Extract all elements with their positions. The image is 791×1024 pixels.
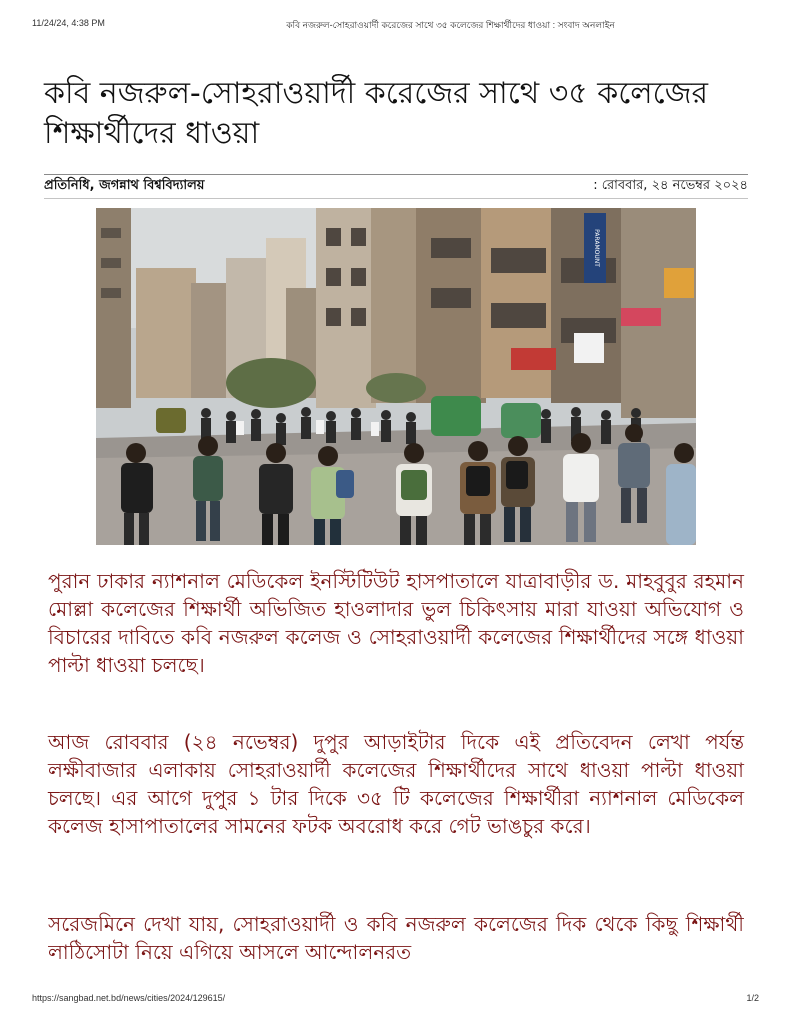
article-paragraph-2: আজ রোববার (২৪ নভেম্বর) দুপুর আড়াইটার দিকে এই প্রতিবেদন লেখা পর্যন্ত লক্ষীবাজার এলাকায় সোহরাওয়ার্দী কলেজের শিক্ষার্থীদের সাথে ধাওয়া পাল্টা ধাওয়া চলছে। এর আগে দুপুর ১ টার দিকে ৩৫ টি কলেজের শিক্ষার্থীরা ন্যাশনাল মেডিকেল কলেজ হাসাপাতালের সামনের ফটক অবরোধ করে গেট ভাঙচুর করে।	[48, 730, 744, 838]
article-paragraph-3: সরেজমিনে দেখা যায়, সোহরাওয়ার্দী ও কবি নজরুল কলেজের দিক থেকে কিছু শিক্ষার্থী লাঠিসোটা নিয়ে এগিয়ে আসলে আন্দোলনরত	[48, 912, 744, 964]
article-headline: কবি নজরুল-সোহরাওয়ার্দী করেজের সাথে ৩৫ কলেজের শিক্ষার্থীদের ধাওয়া	[44, 76, 709, 151]
street-crowd-illustration	[96, 208, 696, 545]
paramount-sign: PARAMOUNT	[593, 229, 600, 267]
byline	[44, 177, 748, 195]
print-datetime: 11/24/24, 4:38 PM	[32, 18, 105, 28]
print-header	[32, 18, 759, 32]
byline-divider-top	[44, 174, 748, 175]
article-photo	[96, 208, 696, 545]
byline-divider-bottom	[44, 198, 748, 199]
print-page-title: কবি নজরুল-সোহরাওয়ার্দী করেজের সাথে ৩৫ কলেজের শিক্ষার্থীদের ধাওয়া : সংবাদ অনলাইন	[286, 20, 615, 30]
article-paragraph-1: পুরান ঢাকার ন্যাশনাল মেডিকেল ইনস্টিটিউট হাসপাতালে যাত্রাবাড়ীর ড. মাহবুবুর রহমান মোল্লা কলেজের শিক্ষার্থী অভিজিত হাওলাদার ভুল চিকিৎসায় মারা যাওয়া অভিযোগ ও বিচারের দাবিতে কবি নজরুল কলেজ ও সোহরাওয়ার্দী কলেজের শিক্ষার্থীদের সঙ্গে ধাওয়া পাল্টা ধাওয়া চলছে।	[48, 569, 744, 677]
article-date: : রোববার, ২৪ নভেম্বর ২০২৪	[593, 178, 748, 193]
article-author: প্রতিনিধি, জগন্নাথ বিশ্ববিদ্যালয়	[44, 178, 205, 193]
page-number: 1/2	[746, 993, 759, 1003]
print-footer	[32, 993, 759, 1007]
print-url: https://sangbad.net.bd/news/cities/2024/129615/	[32, 993, 226, 1003]
